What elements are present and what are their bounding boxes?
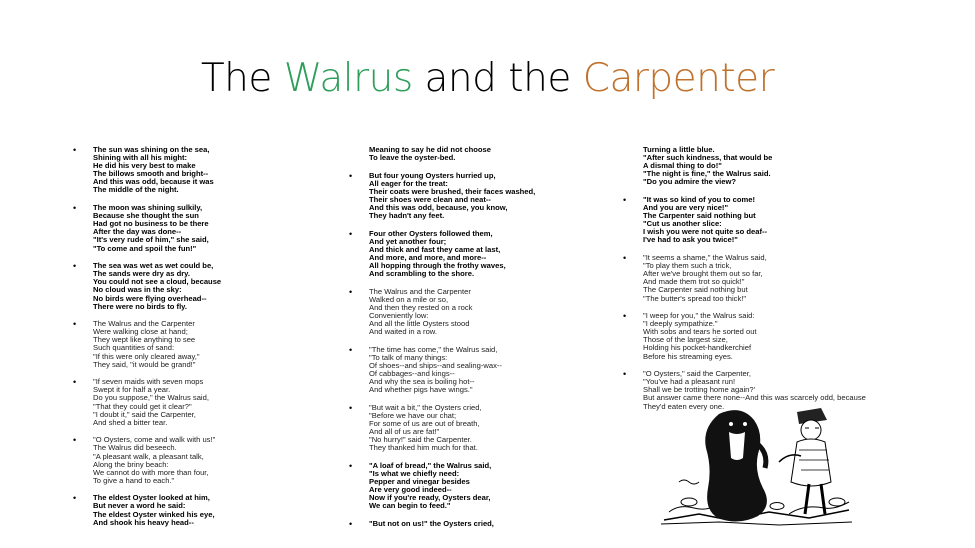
poem-line: "It's very rude of him," she said, — [93, 235, 209, 245]
stanza — [73, 319, 283, 369]
poem-line: "If this were only cleared away," — [93, 351, 200, 361]
poem-line: The sun was shining on the sea, — [93, 145, 210, 154]
poem-line: All hopping through the frothy waves, — [369, 261, 506, 271]
bullet-icon: • — [623, 194, 627, 205]
poem-line: To give a hand to each." — [93, 475, 175, 485]
poem-line: But four young Oysters hurried up, — [369, 170, 496, 180]
poem-line: Walked on a mile or so, — [369, 294, 449, 304]
poem-line: "The night is fine," the Walrus said. — [643, 169, 771, 179]
stanza — [349, 402, 569, 453]
poem-line: "The butter's spread too thick!" — [643, 293, 747, 303]
poem-line: We can begin to feed." — [369, 501, 451, 511]
poem-line: "I doubt it," said the Carpenter, — [93, 409, 196, 419]
stanza — [623, 311, 903, 361]
poem-line: Along the briny beach: — [93, 459, 169, 469]
poem-line: "That they could get it clear?" — [93, 401, 192, 411]
poem-line: The Walrus did beseech. — [93, 443, 177, 453]
bullet-icon: • — [349, 402, 353, 413]
poem-line: Do you suppose," the Walrus said, — [93, 393, 209, 403]
poem-line: But never a word he said: — [93, 501, 186, 511]
poem-line: Shining with all his might: — [93, 153, 188, 163]
poem-line: The Walrus and the Carpenter — [93, 319, 195, 329]
title-part-1: The — [200, 56, 284, 101]
bullet-icon: • — [623, 311, 627, 322]
walrus-carpenter-illustration — [659, 402, 854, 526]
poem-line: After the day was done-- — [93, 227, 182, 237]
poem-line: Conveniently low: — [369, 311, 429, 321]
poem-line: The eldest Oyster winked his eye, — [93, 509, 215, 519]
title-walrus: Walrus — [283, 56, 413, 101]
stanza — [643, 146, 903, 186]
poem-line: There were no birds to fly. — [93, 301, 187, 311]
poem-line: And then they rested on a rock — [369, 303, 473, 312]
bullet-icon: • — [349, 344, 353, 355]
poem-line: I wish you were not quite so deaf-- — [643, 227, 768, 237]
poem-line: "The time has come," the Walrus said, — [369, 344, 498, 354]
poem-line: Turning a little blue. — [643, 145, 715, 154]
poem-line: They said, "it would be grand!" — [93, 359, 196, 369]
poem-line: You could not see a cloud, because — [93, 277, 222, 287]
poem-line: The eldest Oyster looked at him, — [93, 493, 210, 503]
stanza — [73, 261, 283, 311]
bullet-icon: • — [73, 435, 77, 446]
poem-line: Shall we be trotting home again?' — [643, 385, 756, 395]
bullet-icon: • — [349, 286, 353, 297]
poem-line: "But wait a bit," the Oysters cried, — [369, 402, 482, 412]
poem-line: Of shoes--and ships--and sealing-wax-- — [369, 361, 502, 371]
stanza — [73, 377, 283, 427]
bullet-icon: • — [73, 377, 77, 388]
poem-line: "If seven maids with seven mops — [93, 377, 204, 387]
poem-line: No birds were flying overhead-- — [93, 293, 207, 303]
poem-line: "Cut us another slice: — [643, 219, 722, 229]
bullet-icon: • — [73, 261, 77, 272]
poem-line: And made them trot so quick!" — [643, 277, 745, 287]
poem-line: Those of the largest size, — [643, 335, 728, 345]
bullet-icon: • — [73, 145, 77, 155]
poem-line: "To play them such a trick, — [643, 261, 732, 271]
bullet-icon: • — [349, 519, 353, 530]
poem-line: All eager for the treat: — [369, 178, 448, 188]
poem-line: We cannot do with more than four, — [93, 467, 209, 477]
poem-line: After we've brought them out so far, — [643, 269, 763, 279]
title-carpenter: Carpenter — [582, 56, 775, 101]
poem-line: The moon was shining sulkily, — [93, 203, 203, 213]
stanza — [623, 253, 903, 303]
stanza — [73, 435, 283, 485]
stanza — [349, 461, 569, 511]
poem-line: They thanked him much for that. — [369, 443, 478, 453]
poem-line: Of cabbages--and kings-- — [369, 369, 455, 379]
poem-line: Before his streaming eyes. — [643, 351, 733, 361]
poem-line: And yet another four; — [369, 236, 447, 246]
poem-line: And whether pigs have wings." — [369, 385, 473, 395]
poem-line: "It seems a shame," the Walrus said, — [643, 253, 767, 263]
poem-line: Holding his pocket-handkerchief — [643, 343, 752, 353]
stanza — [73, 203, 283, 253]
poem-line: And this was odd, because, you know, — [369, 203, 508, 213]
poem-line: They wept like anything to see — [93, 335, 196, 345]
poem-line: The billows smooth and bright-- — [93, 169, 209, 179]
stanza — [73, 145, 283, 195]
poem-line: Because she thought the sun — [93, 211, 199, 221]
poem-line: Swept it for half a year. — [93, 385, 171, 395]
poem-line: Meaning to say he did not choose — [369, 145, 491, 154]
poem-line: "O Oysters," said the Carpenter, — [643, 369, 751, 379]
poem-line: With sobs and tears he sorted out — [643, 327, 757, 337]
poem-line: "To come and spoil the fun!" — [93, 243, 197, 253]
bullet-icon: • — [73, 493, 77, 504]
poem-line: The Carpenter said nothing but — [643, 285, 748, 295]
poem-line: And you are very nice!" — [643, 203, 729, 213]
poem-line: I've had to ask you twice!" — [643, 235, 738, 245]
poem-line: Four other Oysters followed them, — [369, 228, 493, 238]
poem-line: And why the sea is boiling hot-- — [369, 377, 475, 387]
poem-line: "But not on us!" the Oysters cried, — [369, 519, 494, 529]
poem-line: "To talk of many things: — [369, 352, 448, 362]
bullet-icon: • — [349, 228, 353, 239]
poem-line: "A loaf of bread," the Walrus said, — [369, 461, 492, 470]
poem-line: To leave the oyster-bed. — [369, 153, 456, 163]
poem-line: The Walrus and the Carpenter — [369, 286, 471, 296]
poem-line: Such quantities of sand: — [93, 343, 175, 353]
poem-line: And waited in a row. — [369, 327, 437, 337]
poem-line: And shed a bitter tear. — [93, 417, 168, 427]
poem-line: "I weep for you," the Walrus said: — [643, 311, 755, 321]
poem-line: And all the little Oysters stood — [369, 319, 470, 329]
poem-line: Were walking close at hand; — [93, 327, 188, 337]
poem-column-2 — [349, 145, 569, 538]
title-part-2: and the — [412, 56, 583, 101]
stanza — [369, 146, 569, 162]
stanza — [349, 344, 569, 395]
poem-line: "I deeply sympathize." — [643, 319, 718, 329]
poem-line: He did his very best to make — [93, 161, 196, 171]
poem-line: "Before we have our chat; — [369, 411, 457, 421]
poem-line: Had got no business to be there — [93, 219, 209, 229]
poem-line: "After such kindness, that would be — [643, 153, 773, 163]
stanza — [623, 194, 903, 245]
poem-line: Are very good indeed-- — [369, 485, 452, 495]
poem-line: They'd eaten every one. — [643, 401, 725, 411]
poem-line: A dismal thing to do!" — [643, 161, 722, 171]
poem-line: The middle of the night. — [93, 185, 179, 195]
poem-line: Their shoes were clean and neat-- — [369, 194, 491, 204]
poem-line: "It was so kind of you to come! — [643, 194, 756, 204]
poem-line: And shook his heavy head-- — [93, 517, 194, 527]
poem-line: The sands were dry as dry. — [93, 269, 190, 279]
bullet-icon: • — [73, 203, 77, 214]
poem-column-1 — [73, 145, 283, 536]
stanza — [73, 493, 283, 527]
poem-line: "Do you admire the view? — [643, 177, 737, 187]
bullet-icon: • — [623, 369, 627, 380]
poem-column-3 — [623, 145, 903, 420]
poem-line: "No hurry!" said the Carpenter. — [369, 435, 472, 445]
poem-line: Now if you're ready, Oysters dear, — [369, 493, 491, 503]
poem-line: They hadn't any feet. — [369, 211, 445, 221]
poem-line: Pepper and vinegar besides — [369, 477, 470, 487]
bullet-icon: • — [349, 461, 353, 471]
poem-line: "You've had a pleasant run! — [643, 377, 736, 387]
poem-line: Their coats were brushed, their faces washed, — [369, 186, 536, 196]
poem-line: And all of us are fat!" — [369, 427, 440, 437]
poem-line: The sea was wet as wet could be, — [93, 261, 214, 271]
poem-line: And this was odd, because it was — [93, 177, 214, 187]
poem-line: But answer came there none--And this was scarcely odd, because — [643, 393, 866, 403]
slide-title — [0, 56, 975, 101]
stanza — [349, 170, 569, 221]
poem-line: And more, and more, and more-- — [369, 253, 487, 263]
poem-line: And thick and fast they came at last, — [369, 244, 501, 254]
poem-line: "O Oysters, come and walk with us!" — [93, 435, 216, 445]
poem-line: For some of us are out of breath, — [369, 419, 480, 429]
poem-line: "A pleasant walk, a pleasant talk, — [93, 451, 204, 461]
stanza — [349, 228, 569, 279]
poem-line: "Is what we chiefly need: — [369, 469, 460, 479]
bullet-icon: • — [623, 253, 627, 264]
poem-line: No cloud was in the sky: — [93, 285, 182, 295]
poem-line: The Carpenter said nothing but — [643, 211, 756, 221]
bullet-icon: • — [73, 319, 77, 330]
bullet-icon: • — [349, 170, 353, 181]
stanza — [349, 519, 569, 530]
poem-line: And scrambling to the shore. — [369, 269, 475, 279]
stanza — [349, 286, 569, 337]
